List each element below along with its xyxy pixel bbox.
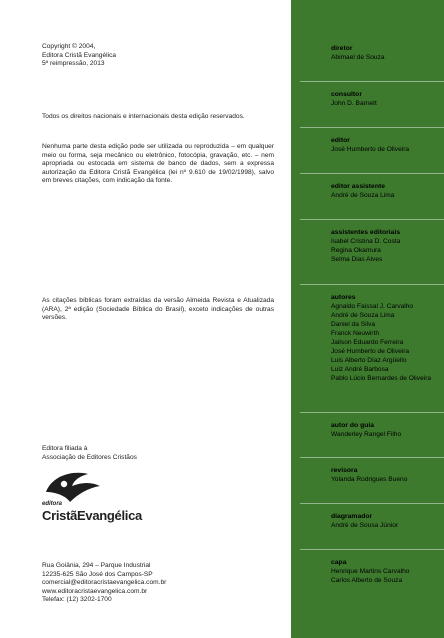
affiliation-label: Editora filiada à (42, 445, 88, 452)
credit-title: editor (331, 137, 350, 144)
credit-name: André de Souza Lima (331, 192, 395, 199)
credit-name: Franck Neuwirth (331, 330, 380, 337)
divider (300, 549, 444, 550)
credit-name: Pablo Lúcio Bernardes de Oliveira (331, 375, 432, 382)
credit-title: revisora (331, 467, 358, 474)
credit-autores (331, 293, 441, 383)
divider (300, 127, 444, 128)
address-block (42, 562, 274, 605)
reprint-info: 5ª reimpressão, 2013 (42, 60, 105, 68)
credit-title: autores (331, 294, 356, 301)
address-city: 12235-625 São José dos Campos-SP (42, 570, 153, 578)
divider (300, 219, 444, 220)
credit-diretor (331, 44, 441, 62)
dove-icon (42, 470, 102, 504)
address-telefax: Telefax: (12) 3202-1700 (42, 596, 112, 604)
credit-diagramador (331, 512, 441, 530)
credit-title: diretor (331, 45, 353, 52)
credit-name: Daniel da Silva (331, 321, 375, 328)
divider (300, 412, 444, 413)
divider (300, 81, 444, 82)
copyright-block (42, 43, 274, 69)
credit-name: Jailson Eduardo Ferreira (331, 339, 404, 346)
logo-wordmark: CristãEvangélica (42, 508, 142, 523)
credit-name: Selma Dias Alves (331, 256, 383, 263)
credit-title: autor do guia (331, 422, 375, 429)
address-website: www.editoracristaevangelica.com.br (42, 587, 148, 595)
credit-name: Regina Okamura (331, 247, 381, 254)
affiliation-name: Associação de Editores Cristãos (42, 453, 137, 461)
credit-name: Isabel Cristina D. Costa (331, 238, 401, 245)
credit-autor-do-guia (331, 421, 441, 439)
credit-name: Henrique Martins Carvalho (331, 568, 410, 575)
credit-name: André de Souza Lima (331, 312, 395, 319)
credit-consultor (331, 90, 441, 108)
credit-title: diagramador (331, 513, 373, 520)
publisher-name: Editora Cristã Evangélica (42, 51, 117, 59)
divider (300, 457, 444, 458)
credit-name: André de Sousa Júnior (331, 522, 399, 529)
credit-revisora (331, 466, 441, 484)
credit-name: José Humberto de Oliveira (331, 348, 410, 355)
credit-editor (331, 136, 441, 154)
credit-name: Yolanda Rodrigues Bueno (331, 476, 408, 483)
citation-notice: As citações bíblicas foram extraídas da versão Almeida Revista e Atualizada (ARA), 2ª edição (Sociedade Bíblica do Brasil), exceto indicações de outras versões. (42, 297, 274, 322)
credit-title: editor assistente (331, 183, 386, 190)
credit-title: capa (331, 559, 347, 566)
credit-name: Luis Alberto Díaz Argüello (331, 357, 407, 364)
credit-name: Luiz André Barbosa (331, 366, 389, 373)
credit-name: Abimael de Souza (331, 54, 385, 61)
credit-name: Agnaldo Faissal J. Carvalho (331, 303, 414, 310)
address-street: Rua Goiânia, 294 – Parque Industrial (42, 562, 151, 569)
credit-name: Wanderley Rangel Filho (331, 431, 402, 438)
credit-title: consultor (331, 91, 362, 98)
credit-assistentes-editoriais (331, 228, 441, 264)
rights-reserved: Todos os direitos nacionais e internacionais desta edição reservados. (42, 113, 245, 120)
affiliation-block (42, 445, 274, 462)
credit-name: José Humberto de Oliveira (331, 146, 410, 153)
divider (300, 173, 444, 174)
divider (300, 284, 444, 285)
address-email: comercial@editoracristaevangelica.com.br (42, 579, 167, 587)
divider (300, 503, 444, 504)
credit-name: John D. Barnett (331, 100, 377, 107)
logo-small-text: editora (42, 501, 63, 507)
credit-capa (331, 558, 441, 585)
copyright-line: Copyright © 2004, (42, 43, 96, 50)
credit-name: Carlos Alberto de Souza (331, 577, 403, 584)
rights-notice: Nenhuma parte desta edição pode ser utilizada ou reproduzida – em qualquer meio ou forma, seja mecânico ou eletrônico, fotocópia, gravação, etc. – nem apropriada ou estocada em sistema de banco de dados, sem a expressa autorização da Editora Cristã Evangélica (lei nº 9.610 de 19/02/1998), salvo em breves citações, com indicação da fonte. (42, 143, 274, 185)
publisher-logo (42, 470, 152, 526)
credit-title: assistentes editoriais (331, 229, 401, 236)
credit-editor-assistente (331, 182, 441, 200)
